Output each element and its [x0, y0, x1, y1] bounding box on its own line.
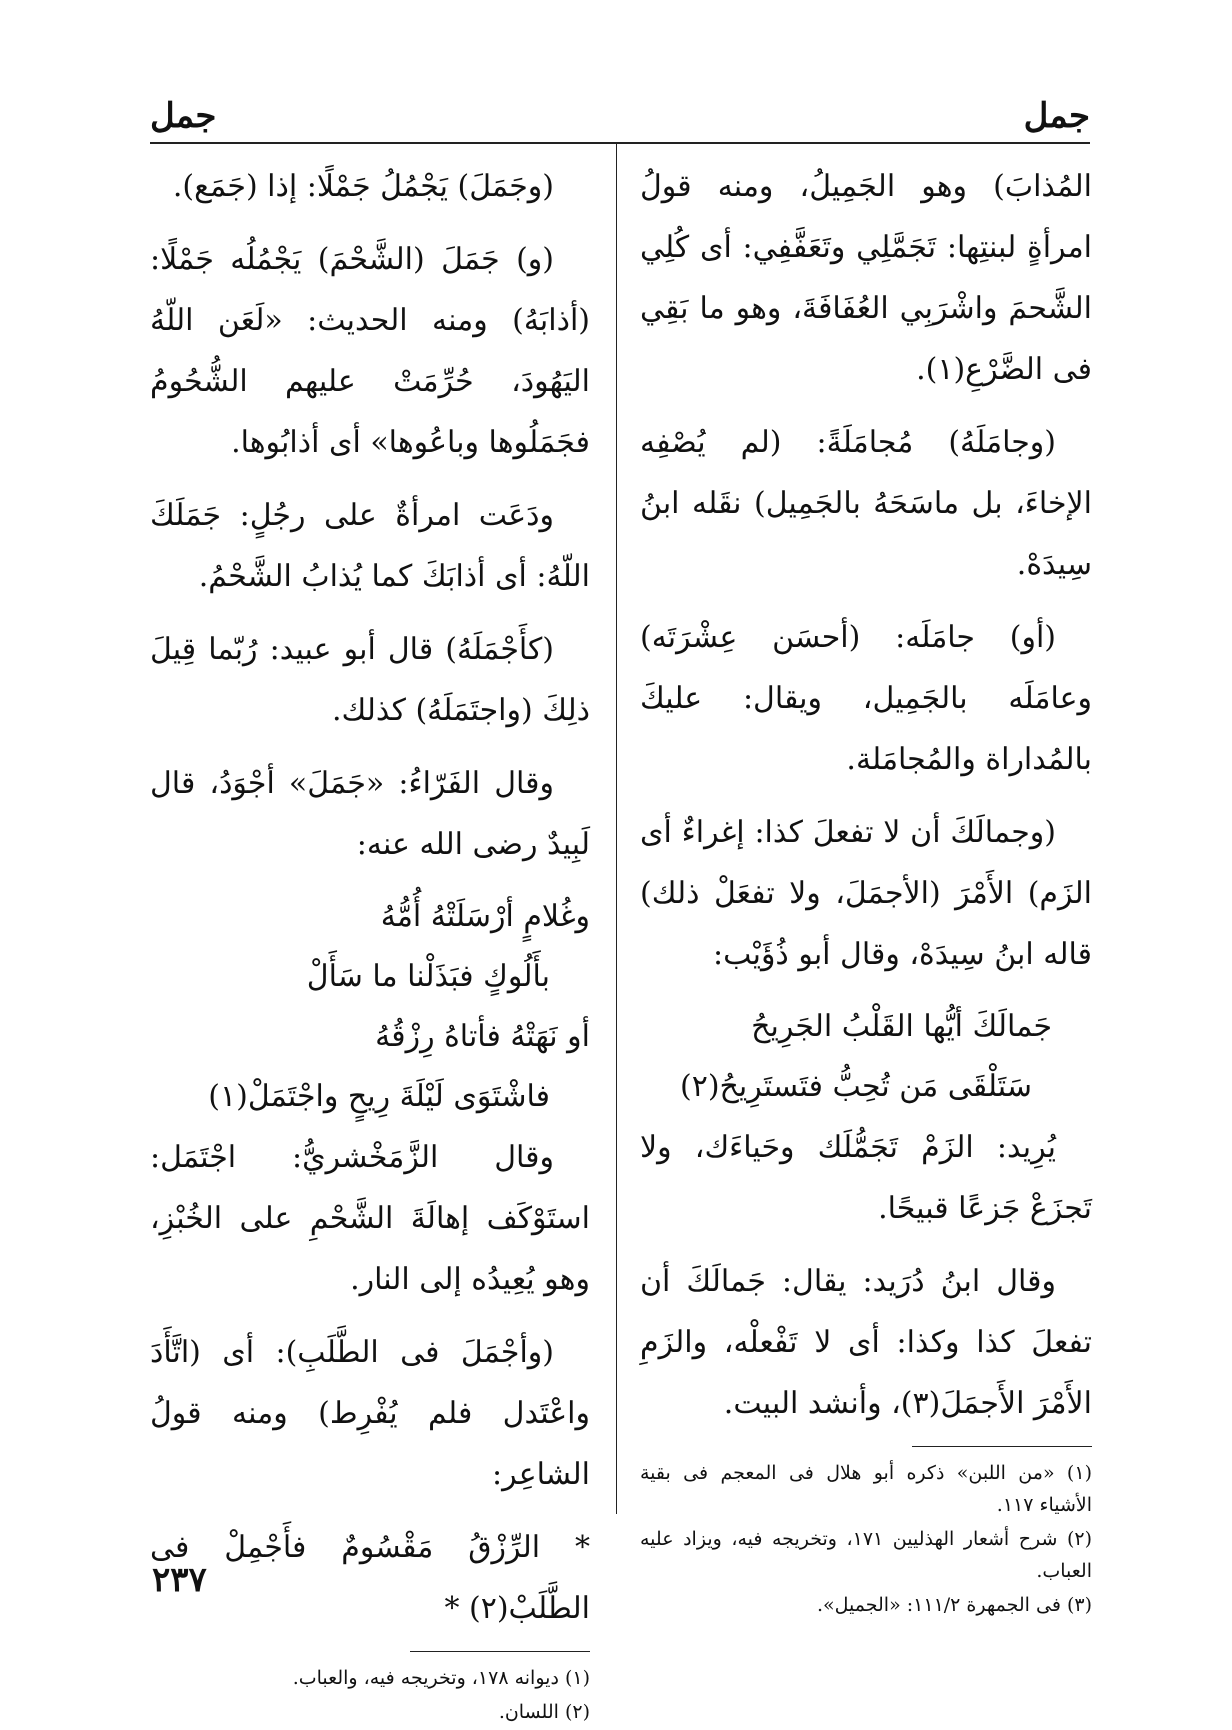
paragraph: (كأَجْمَلَهُ) قال أبو عبيد: رُبّما قِيلَ ذلِكَ (واجتَمَلَهُ) كذلك. [150, 632, 590, 728]
paragraph: وقال الزَّمَخْشريُّ: اجْتَمَل: استَوْكَف إهالَةَ الشَّحْمِ على الخُبْزِ، وهو يُعِيدُه إلى النار. [150, 1140, 590, 1297]
header-rule [150, 142, 1090, 144]
page-number: ٢٣٧ [152, 1560, 207, 1600]
paragraph: (وأجْمَلَ فى الطَّلَبِ): أى (اتَّأَدَ واعْتَدل فلم يُفْرِط) ومنه قولُ الشاعِر: [150, 1335, 590, 1492]
header-left-entry: جمل [150, 96, 217, 136]
hemistich: * الرِّزْقُ مَقْسُومٌ فأَجْمِلْ فى الطَّلَبْ(٢) * [150, 1530, 590, 1626]
verse-line: بأَلُوكٍ فبَذَلْنا ما سَأَلْ [306, 959, 550, 994]
right-column [640, 156, 1092, 1623]
poem [150, 887, 590, 1127]
header-right-entry: جمل [1023, 96, 1090, 136]
paragraph: وقال الفَرّاءُ: «جَمَلَ» أجْوَدُ، قال لَبِيدٌ رضى الله عنه: [150, 766, 590, 862]
footnote: (٢) اللسان. [498, 1701, 590, 1723]
verse-line: جَمالَكَ أيُّها القَلْبُ الجَرِيحُ [751, 1009, 1052, 1044]
paragraph: (و) جَمَلَ (الشَّحْمَ) يَجْمُلُه جَمْلًا: (أذابَهُ) ومنه الحديث: «لَعَن اللّهُ اليَهُودَ، حُرِّمَتْ عليهم الشُّحُومُ فجَمَلُوها وباعُوها» أى أذابُوها. [150, 242, 590, 460]
paragraph: (وجَمَلَ) يَجْمُلُ جَمْلًا: إذا (جَمَع). [172, 169, 554, 204]
paragraph: (وجامَلَهُ) مُجامَلَةً: (لم يُصْفِه الإخاءَ، بل ماسَحَهُ بالجَمِيل) نقَله ابنُ سِيدَهْ. [640, 425, 1092, 582]
verse-line: أو نَهَتْهُ فأتاهُ رِزْقُهُ [375, 1019, 590, 1054]
paragraph: وقال ابنُ دُرَيد: يقال: جَمالَكَ أن تفعلَ كذا وكذا: أى لا تَفْعلْه، والزَمِ الأَمْرَ الأَجمَلَ(٣)، وأنشد البيت. [640, 1264, 1092, 1421]
paragraph: ودَعَت امرأةٌ على رجُلٍ: جَمَلَكَ اللّهُ: أى أذابَكَ كما يُذابُ الشَّحْمُ. [150, 498, 590, 594]
verse-line: وغُلامٍ أرْسَلَتْهُ أُمُّهُ [380, 899, 590, 934]
footnote: (١) «من اللبن» ذكره أبو هلال فى المعجم فى بقية الأشياء ١١٧. [640, 1462, 1092, 1516]
footnote-rule [410, 1651, 590, 1652]
paragraph: المُذابَ) وهو الجَمِيلُ، ومنه قولُ امرأةٍ لبنتِها: تَجَمَّلِي وتَعَفَّفِي: أى كُلِي الشَّحمَ واشْرَبِي العُفَافَةَ، وهو ما بَقِي فى الضَّرْعِ(١). [640, 169, 1092, 387]
paragraph: (وجمالَكَ أن لا تفعلَ كذا: إغراءٌ أى الزَم) الأَمْرَ (الأجمَلَ، ولا تفعَلْ ذلك) قاله ابنُ سِيدَهْ، وقال أبو ذُؤَيْب: [640, 815, 1092, 972]
verse-line: فاشْتَوَى لَيْلَةَ رِيحٍ واجْتَمَلْ(١) [208, 1079, 550, 1114]
verse-line: سَتَلْقَى مَن تُحِبُّ فتَستَرِيحُ(٢) [679, 1069, 1032, 1104]
paragraph: يُرِيد: الزَمْ تَجَمُّلَك وحَياءَك، ولا تَجزَعْ جَزعًا قبيحًا. [640, 1130, 1092, 1226]
column-divider [616, 144, 617, 1514]
footnote: (٣) فى الجمهرة ١١١/٢: «الجميل». [816, 1594, 1092, 1616]
poem [640, 997, 1092, 1117]
page-header [150, 94, 1090, 142]
footnote: (٢) شرح أشعار الهذليين ١٧١، وتخريجه فيه، ويزاد عليه العباب. [640, 1528, 1092, 1582]
paragraph: (أو) جامَلَه: (أحسَن عِشْرَتَه) وعامَلَه بالجَمِيل، ويقال: عليكَ بالمُداراة والمُجامَلة. [640, 620, 1092, 777]
left-column [150, 156, 590, 1730]
footnote: (١) ديوانه ١٧٨، وتخريجه فيه، والعباب. [292, 1667, 590, 1689]
footnote-rule [912, 1446, 1092, 1447]
